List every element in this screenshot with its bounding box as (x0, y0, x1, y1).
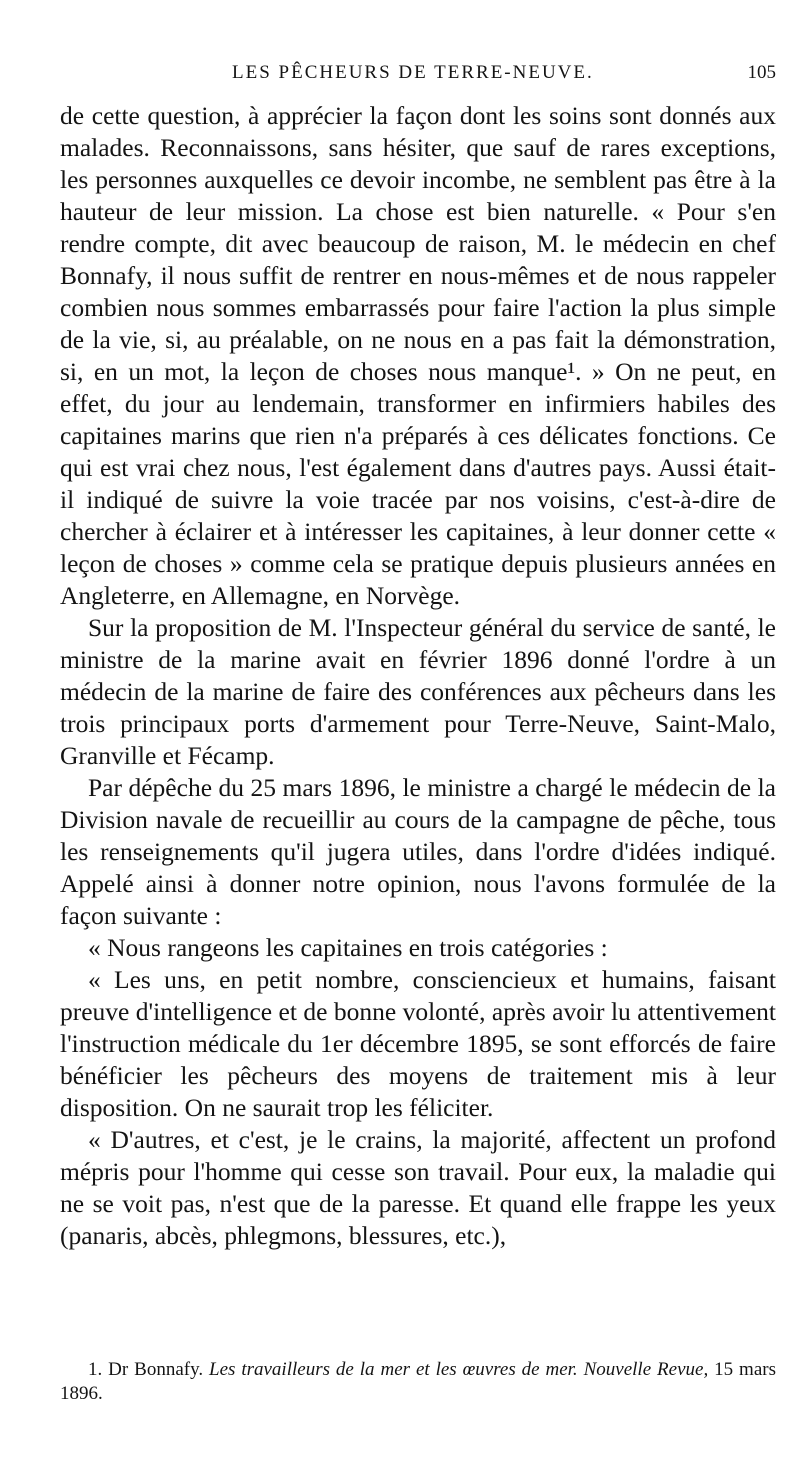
footnote (60, 1358, 776, 1406)
body-text (60, 100, 776, 1252)
paragraph-3: Par dépêche du 25 mars 1896, le ministre a chargé le médecin de la Division navale de recueillir au cours de la campagne de pêche, tous les renseignements qu'il jugera utiles, dans l'ordre d'idées indiqué. Appelé ainsi à donner notre opinion, nous l'avons formulée de la façon suivante : (60, 773, 776, 930)
paragraph-1: de cette question, à apprécier la façon dont les soins sont donnés aux malades. Reconnaissons, sans hésiter, que sauf de rares exceptions, les personnes auxquelles ce devoir incombe, ne semblent pas être à la hauteur de leur mission. La chose est bien naturelle. « Pour s'en rendre compte, dit avec beaucoup de raison, M. le médecin en chef Bonnafy, il nous suffit de rentrer en nous-mêmes et de nous rappeler combien nous sommes embarrassés pour faire l'action la plus simple de la vie, si, au préalable, on ne nous en a pas fait la démonstration, si, en un mot, la leçon de choses nous manque¹. » On ne peut, en effet, du jour au lendemain, transformer en infirmiers habiles des capitaines marins que rien n'a préparés à ces délicates fonctions. Ce qui est vrai chez nous, l'est également dans d'autres pays. Aussi était-il indiqué de suivre la voie tracée par nos voisins, c'est-à-dire de chercher à éclairer et à intéresser les capitaines, à leur donner cette « leçon de choses » comme cela se pratique depuis plusieurs années en Angleterre, en Allemagne, en Norvège. (60, 101, 776, 610)
footnote-marker: 1. Dr Bonnafy. (88, 1359, 204, 1380)
footnote-date: 15 mars 1896. (60, 1359, 776, 1404)
paragraph-5: « Les uns, en petit nombre, consciencieux et humains, faisant preuve d'intelligence et de bonne volonté, après avoir lu attentivement l'instruction médicale du 1er décembre 1895, se sont efforcés de faire bénéficier les pêcheurs des moyens de traitement mis à leur disposition. On ne saurait trop les féliciter. (60, 965, 776, 1122)
paragraph-2: Sur la proposition de M. l'Inspecteur général du service de santé, le ministre de la marine avait en février 1896 donné l'ordre à un médecin de la marine de faire des conférences aux pêcheurs dans les trois principaux ports d'armement pour Terre-Neuve, Saint-Malo, Granville et Fécamp. (60, 613, 776, 770)
running-title: LES PÊCHEURS DE TERRE-NEUVE. (232, 62, 594, 83)
paragraph-6: « D'autres, et c'est, je le crains, la majorité, affectent un profond mépris pour l'homme qui cesse son travail. Pour eux, la maladie qui ne se voit pas, n'est que de la paresse. Et quand elle frappe les yeux (panaris, abcès, phlegmons, blessures, etc.), (60, 1125, 776, 1250)
page-number: 105 (747, 62, 776, 83)
page-header (60, 62, 776, 88)
paragraph-4: « Nous rangeons les capitaines en trois catégories : (88, 933, 608, 962)
footnote-title: Les travailleurs de la mer et les œuvres de mer. Nouvelle Revue, (209, 1359, 709, 1380)
